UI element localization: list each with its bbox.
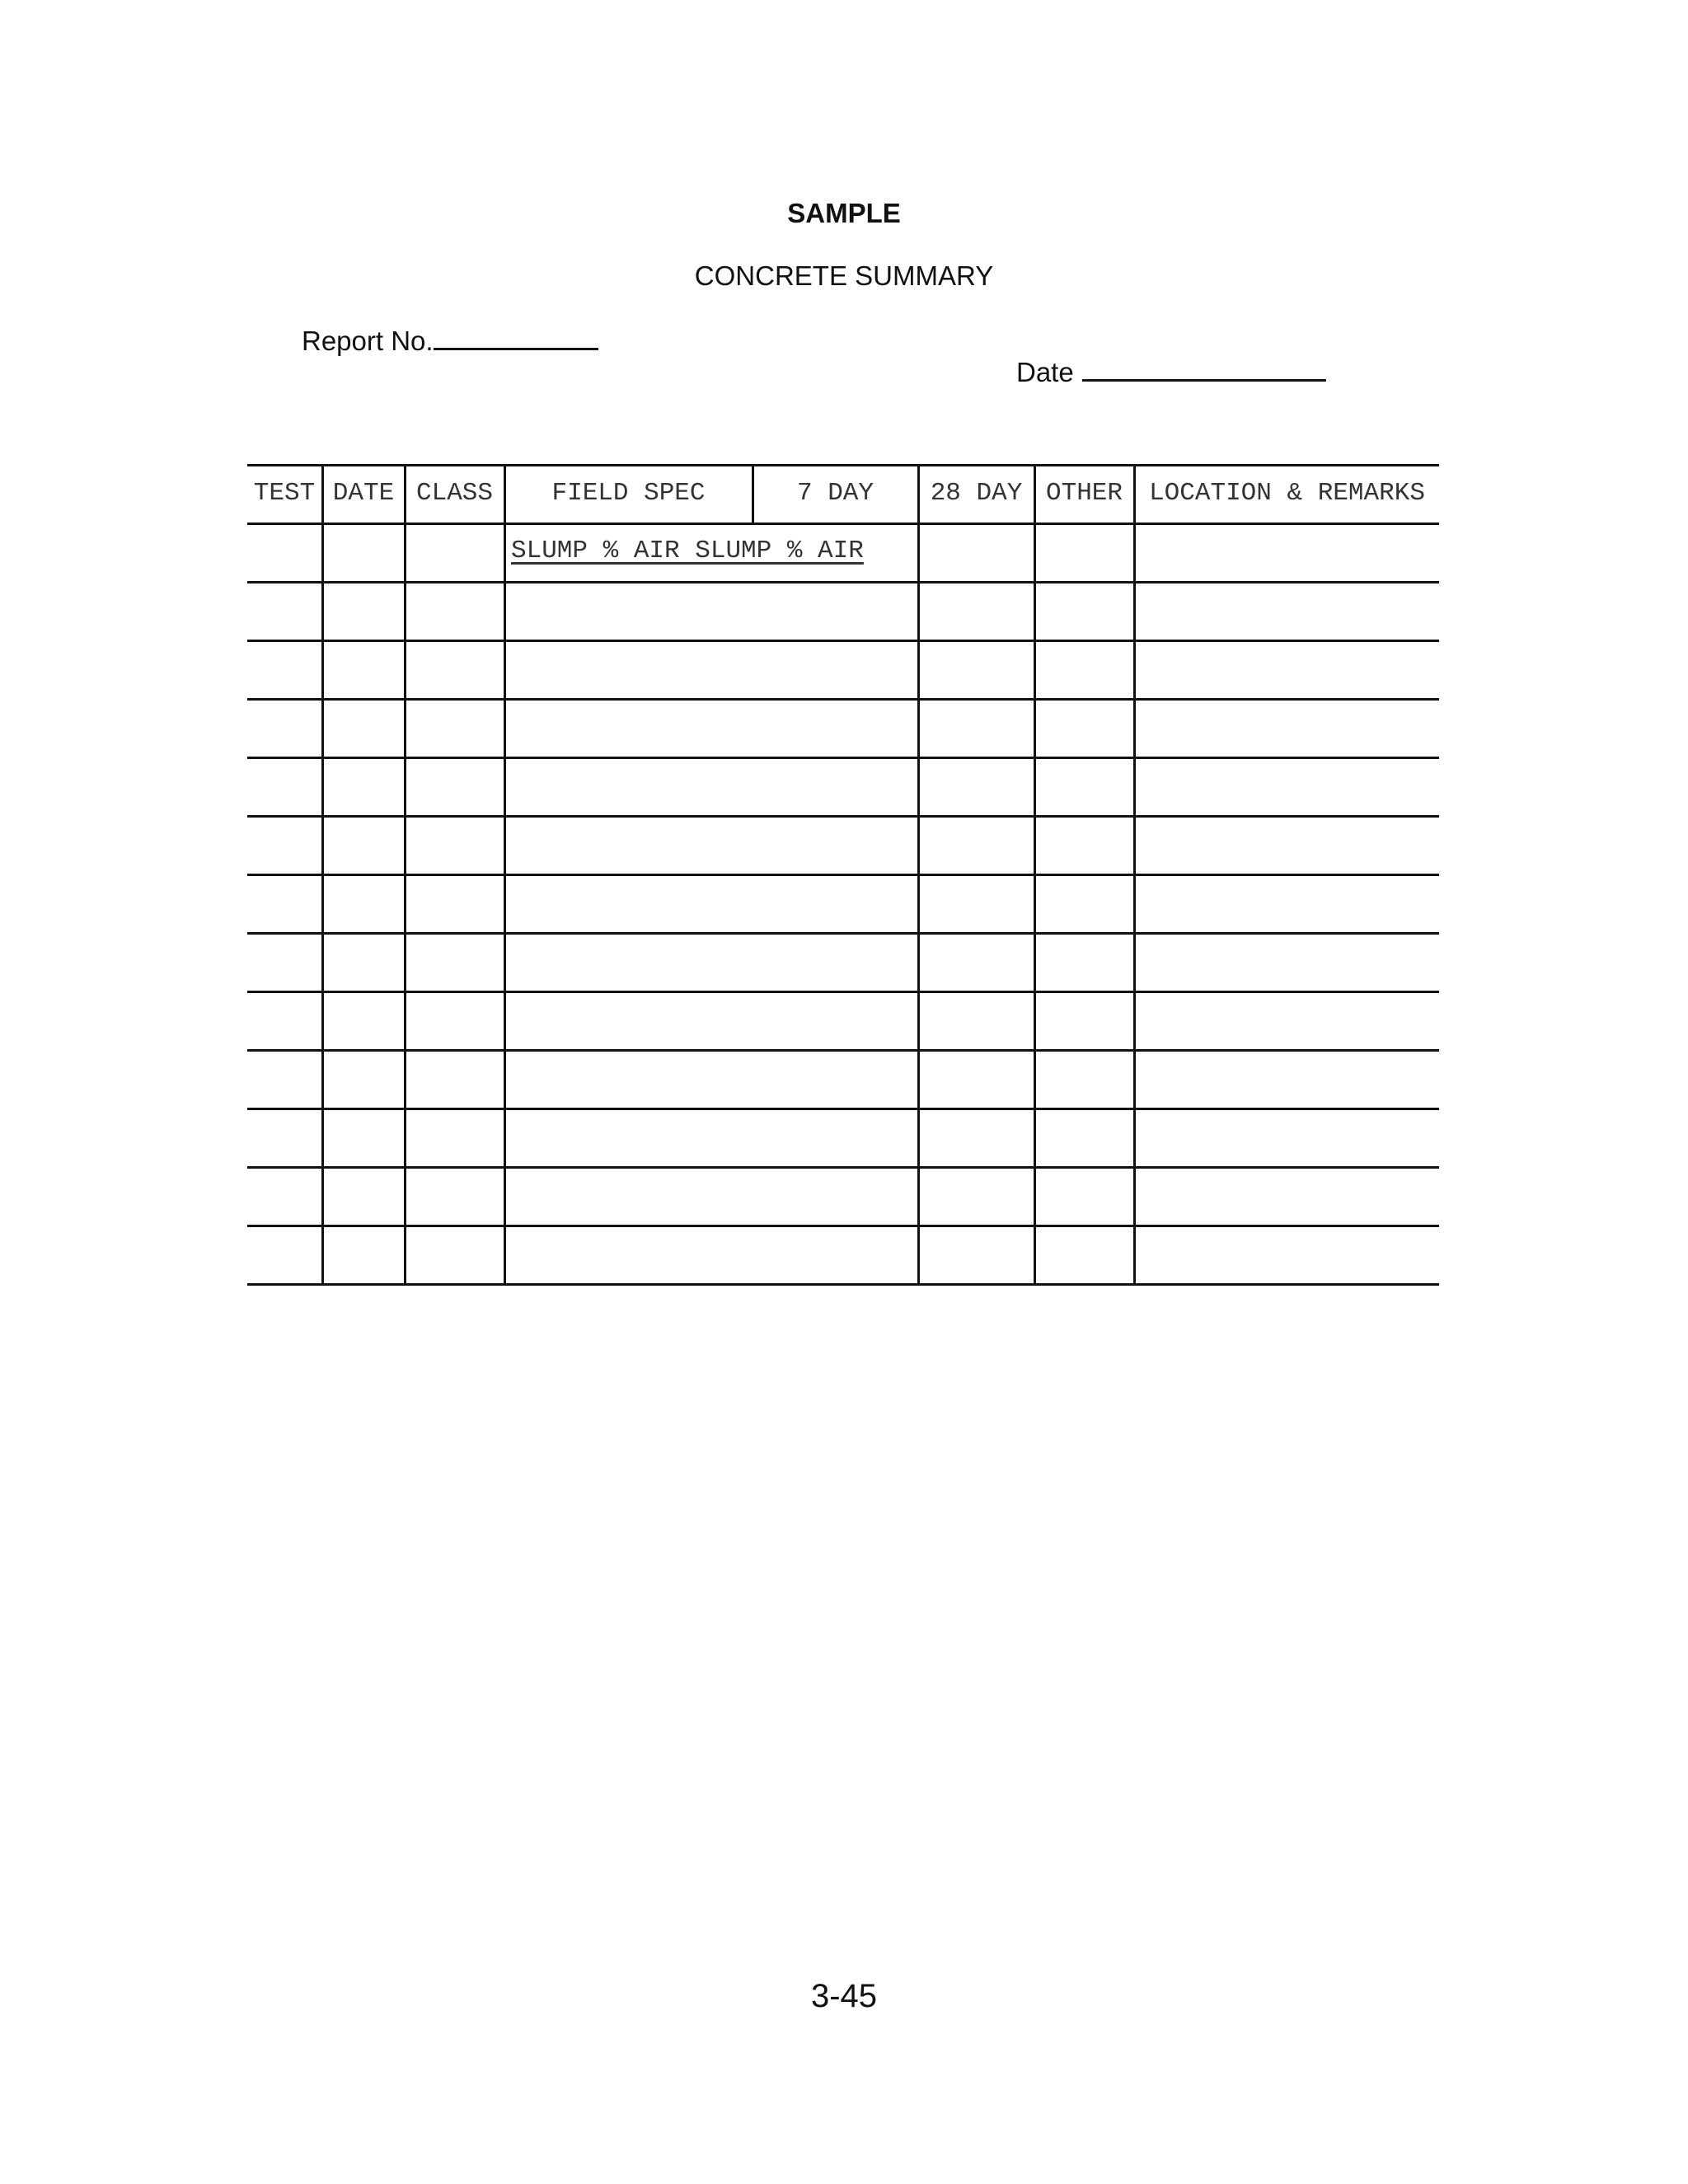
column-header-date: DATE — [332, 479, 395, 508]
table-rule — [247, 523, 1439, 525]
date-label: Date — [1016, 357, 1074, 387]
column-header-field-spec: FIELD SPEC — [551, 479, 706, 508]
table-rule — [247, 640, 1439, 642]
table-rule — [247, 698, 1439, 701]
table-rule — [247, 581, 1439, 583]
concrete-summary-table — [247, 464, 1439, 1288]
table-rule — [247, 991, 1439, 993]
column-header-other: OTHER — [1045, 479, 1123, 508]
column-divider — [321, 464, 324, 1283]
table-rule — [247, 1225, 1439, 1227]
table-rule — [247, 874, 1439, 876]
document-title: SAMPLE — [787, 198, 901, 228]
table-rule — [247, 757, 1439, 759]
table-rule — [247, 1283, 1439, 1286]
column-header-location-remarks: LOCATION & REMARKS — [1149, 479, 1425, 508]
table-rule — [247, 1108, 1439, 1110]
report-number-field — [302, 323, 598, 357]
table-rule — [247, 815, 1439, 818]
column-divider — [917, 464, 920, 1283]
slump-air-subheader: SLUMP % AIR SLUMP % AIR — [511, 537, 864, 565]
column-header-7-day: 7 DAY — [796, 479, 874, 508]
table-rule — [247, 932, 1439, 935]
date-blank[interactable] — [1082, 354, 1326, 382]
table-rule — [247, 1166, 1439, 1169]
date-field — [1016, 354, 1326, 388]
table-rule — [247, 1049, 1439, 1052]
report-number-blank[interactable] — [434, 323, 598, 350]
column-header-28-day: 28 DAY — [930, 479, 1023, 508]
column-divider — [1133, 464, 1136, 1283]
page-number: 3-45 — [810, 1978, 878, 2014]
column-divider — [1034, 464, 1036, 1283]
column-header-class: CLASS — [415, 479, 493, 508]
document-subtitle: CONCRETE SUMMARY — [694, 260, 994, 291]
table-rule — [247, 464, 1439, 466]
column-header-test: TEST — [253, 479, 316, 508]
column-divider — [504, 464, 506, 1283]
column-divider — [404, 464, 406, 1283]
report-number-label: Report No. — [302, 326, 434, 356]
